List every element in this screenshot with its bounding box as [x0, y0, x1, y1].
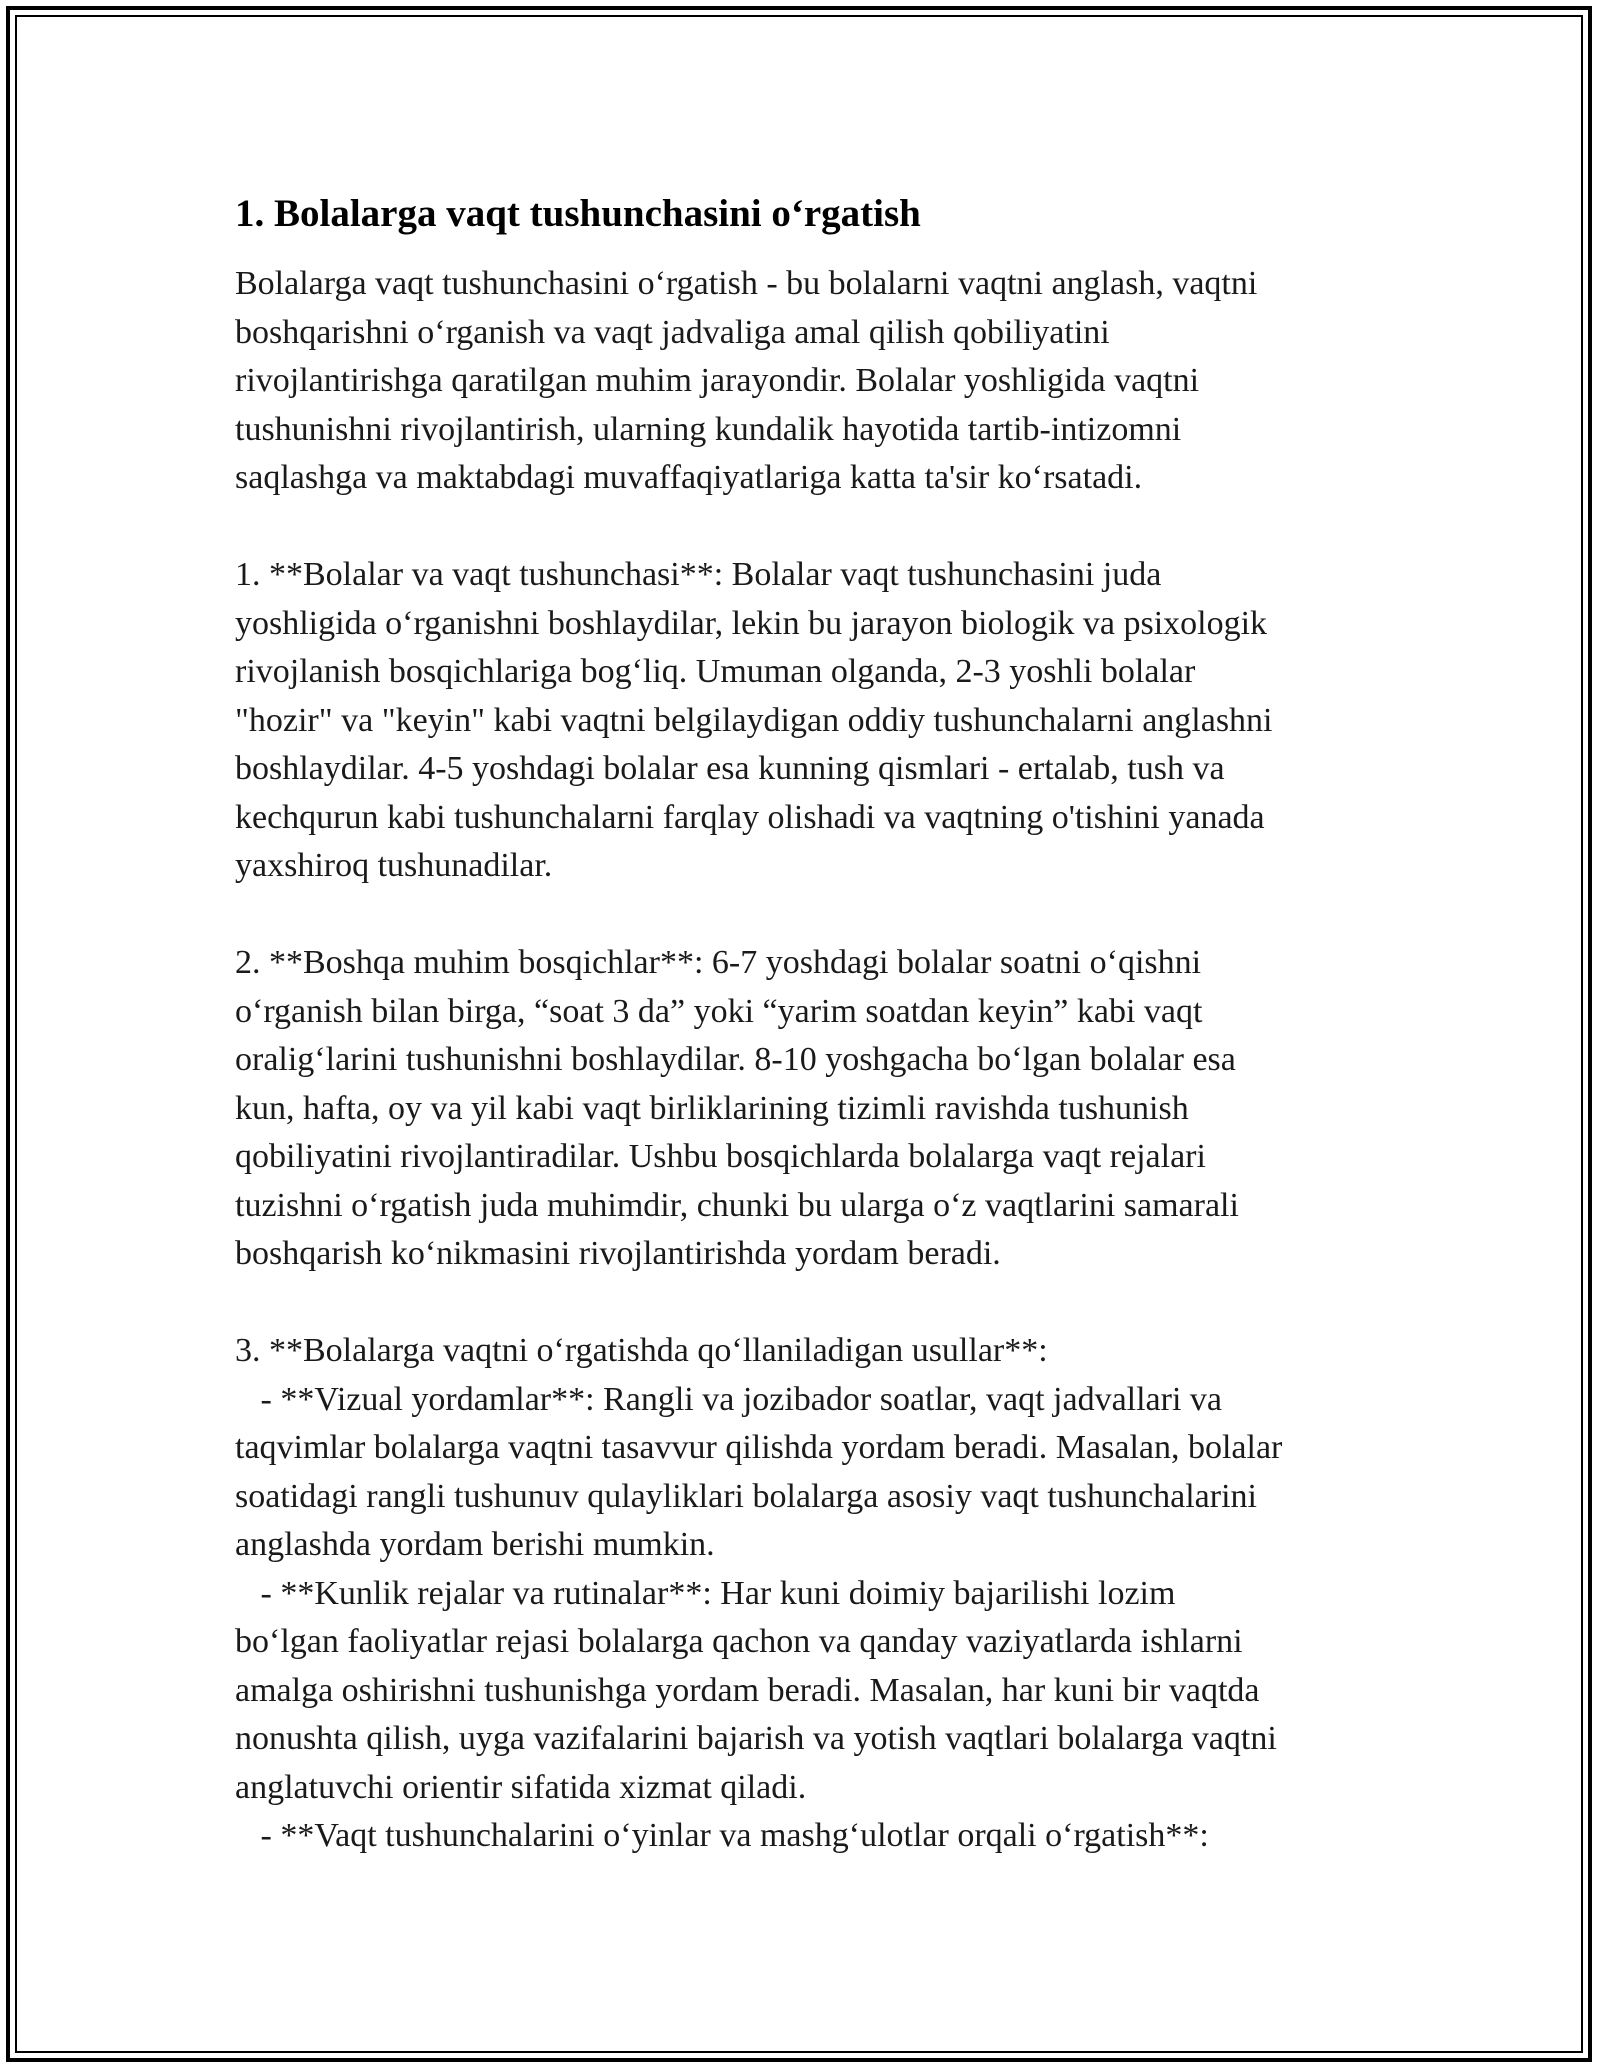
text-line: 3. **Bolalarga vaqtni o‘rgatishda qo‘llaniladigan usullar**: — [235, 1332, 1048, 1369]
text-line: rivojlanish bosqichlariga bog‘liq. Umuman olganda, 2-3 yoshli bolalar — [235, 653, 1196, 690]
paragraph-section-2 — [235, 939, 1375, 1279]
text-line: kun, hafta, oy va yil kabi vaqt birliklarining tizimli ravishda tushunish — [235, 1089, 1189, 1127]
text-line: nonushta qilish, uyga vazifalarini bajarish va yotish vaqtlari bolalarga vaqtni — [235, 1720, 1277, 1757]
text-line: anglashda yordam berishi mumkin. — [235, 1526, 715, 1563]
paragraph-intro — [235, 260, 1375, 503]
text-line: boshqarishni o‘rganish va vaqt jadvaliga amal qilish qobiliyatini — [235, 313, 1110, 351]
text-line: taqvimlar bolalarga vaqtni tasavvur qilishda yordam beradi. Masalan, bolalar — [235, 1429, 1283, 1466]
text-line: soatidagi rangli tushunuv qulayliklari bolalarga asosiy vaqt tushunchalarini — [235, 1477, 1257, 1515]
text-line: anglatuvchi orientir sifatida xizmat qiladi. — [235, 1768, 807, 1806]
text-line: boshlaydilar. 4-5 yoshdagi bolalar esa kunning qismlari - ertalab, tush va — [235, 750, 1225, 787]
text-line: yoshligida o‘rganishni boshlaydilar, lekin bu jarayon biologik va psixologik — [235, 604, 1268, 642]
document-title: 1. Bolalarga vaqt tushunchasini o‘rgatish — [235, 192, 921, 235]
paragraph-section-1 — [235, 551, 1375, 891]
text-line: yaxshiroq tushunadilar. — [235, 847, 553, 884]
text-line: 1. **Bolalar va vaqt tushunchasi**: Bolalar vaqt tushunchasini juda — [235, 556, 1162, 593]
text-line: - **Vizual yordamlar**: Rangli va jozibador soatlar, vaqt jadvallari va — [235, 1380, 1222, 1418]
text-line: o‘rganish bilan birga, “soat 3 da” yoki “yarim soatdan keyin” kabi vaqt — [235, 992, 1203, 1030]
text-line: "hozir" va "keyin" kabi vaqtni belgilaydigan oddiy tushunchalarni anglashni — [235, 701, 1273, 739]
text-line: - **Vaqt tushunchalarini o‘yinlar va mashg‘ulotlar orqali o‘rgatish**: — [235, 1817, 1209, 1854]
text-line: boshqarish ko‘nikmasini rivojlantirishda yordam beradi. — [235, 1235, 1001, 1272]
text-line: kechqurun kabi tushunchalarni farqlay olishadi va vaqtning o'tishini yanada — [235, 798, 1265, 836]
document-body — [235, 186, 1375, 1909]
text-line: 2. **Boshqa muhim bosqichlar**: 6-7 yoshdagi bolalar soatni o‘qishni — [235, 944, 1202, 981]
text-line: amalga oshirishni tushunishga yordam beradi. Masalan, har kuni bir vaqtda — [235, 1671, 1260, 1709]
text-line: Bolalarga vaqt tushunchasini o‘rgatish - bu bolalarni vaqtni anglash, vaqtni — [235, 265, 1258, 302]
text-line: saqlashga va maktabdagi muvaffaqiyatlariga katta ta'sir ko‘rsatadi. — [235, 459, 1143, 496]
text-line: rivojlantirishga qaratilgan muhim jarayondir. Bolalar yoshligida vaqtni — [235, 362, 1200, 399]
text-line: tushunishni rivojlantirish, ularning kundalik hayotida tartib-intizomni — [235, 410, 1182, 448]
text-line: oralig‘larini tushunishni boshlaydilar. 8-10 yoshgacha bo‘lgan bolalar esa — [235, 1041, 1236, 1078]
text-line: bo‘lgan faoliyatlar rejasi bolalarga qachon va qanday vaziyatlarda ishlarni — [235, 1623, 1243, 1660]
text-line: tuzishni o‘rgatish juda muhimdir, chunki bu ularga o‘z vaqtlarini samarali — [235, 1186, 1239, 1224]
paragraph-section-3 — [235, 1327, 1375, 1861]
text-line: - **Kunlik rejalar va rutinalar**: Har kuni doimiy bajarilishi lozim — [235, 1574, 1176, 1612]
text-line: qobiliyatini rivojlantiradilar. Ushbu bosqichlarda bolalarga vaqt rejalari — [235, 1138, 1206, 1175]
